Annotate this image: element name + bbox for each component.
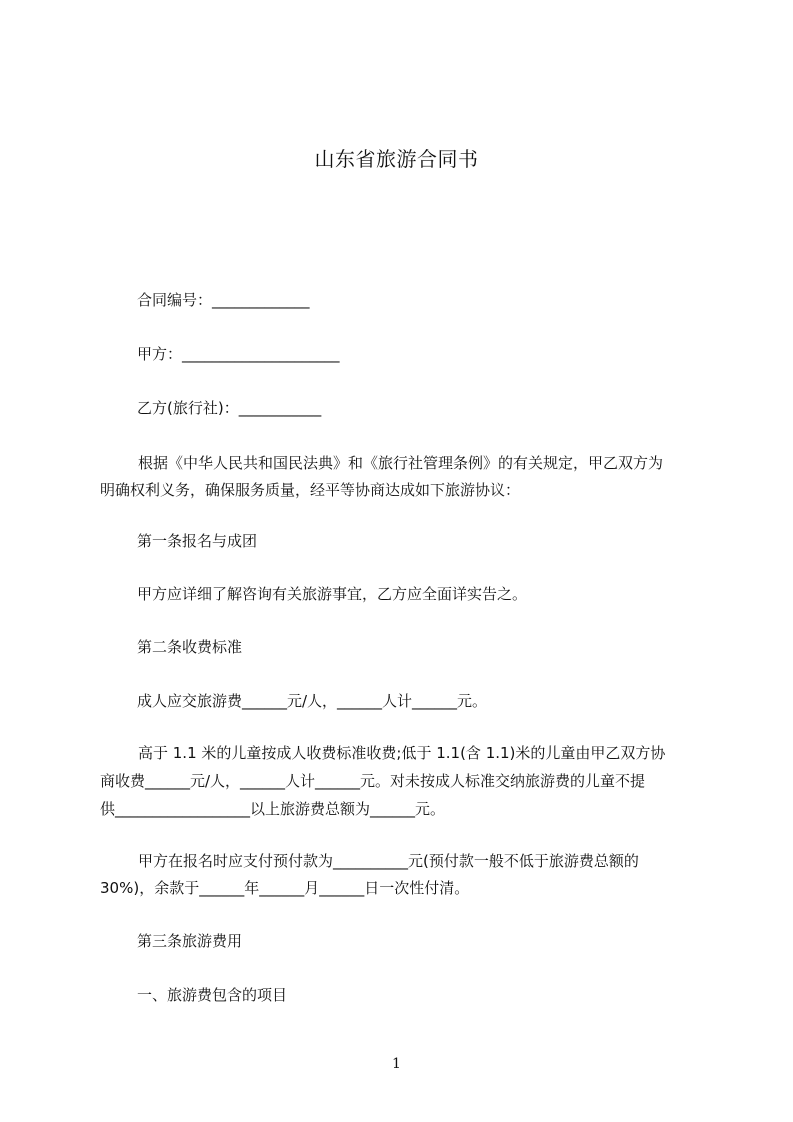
section-1-heading: 一、旅游费包含的项目	[137, 986, 288, 1004]
page-number: 1	[392, 1056, 401, 1072]
article-1-text: 甲方应详细了解咨询有关旅游事宜，乙方应全面详实告之。	[137, 585, 528, 603]
adult-fee-line: 成人应交旅游费______元/人，______人计______元。	[137, 692, 488, 710]
contract-number-field: 合同编号：_____________	[137, 291, 310, 309]
child-fee-line-3: 供__________________以上旅游费总额为______元。	[100, 800, 446, 818]
party-b-field: 乙方(旅行社)：___________	[137, 399, 322, 417]
deposit-line-1: 甲方在报名时应支付预付款为__________元(预付款一般不低于旅游费总额的	[138, 852, 639, 870]
preamble-paragraph-line-1: 根据《中华人民共和国民法典》和《旅行社管理条例》的有关规定，甲乙双方为	[138, 454, 664, 472]
party-a-field: 甲方：_____________________	[137, 345, 340, 363]
deposit-line-2: 30%)，余款于______年______月______日一次性付清。	[100, 879, 470, 897]
preamble-paragraph-line-2: 明确权利义务，确保服务质量，经平等协商达成如下旅游协议：	[100, 481, 521, 499]
article-2-heading: 第二条收费标准	[137, 638, 243, 656]
child-fee-line-2: 商收费______元/人，______人计______元。对未按成人标准交纳旅游费的儿童不提	[100, 772, 646, 790]
document-title: 山东省旅游合同书	[314, 147, 479, 171]
article-3-heading: 第三条旅游费用	[137, 932, 243, 950]
child-fee-line-1: 高于 1.1 米的儿童按成人收费标准收费;低于 1.1(含 1.1)米的儿童由甲乙双方协	[138, 744, 666, 762]
article-1-heading: 第一条报名与成团	[137, 532, 258, 550]
